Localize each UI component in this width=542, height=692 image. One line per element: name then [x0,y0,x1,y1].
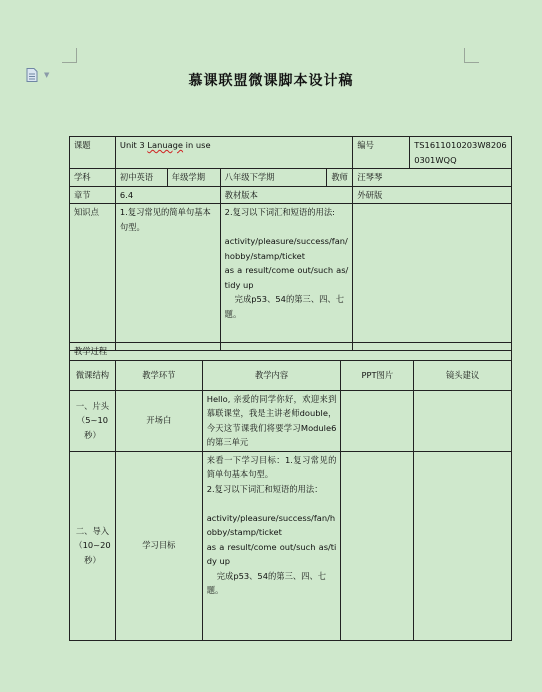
grade-value: 八年级下学期 [220,169,327,187]
page-title: 慕课联盟微课脚本设计稿 [188,73,354,89]
table-row [70,451,512,640]
process-table [69,342,512,641]
header-camera: 镜头建议 [414,360,512,390]
chevron-down-icon[interactable]: ▼ [44,71,50,79]
info-table [69,136,512,351]
row2-structure: 二、导入 （10~20秒） [70,451,116,640]
edition-value: 外研版 [353,186,512,204]
subject-value: 初中英语 [115,169,167,187]
code-value: TS1611010203W82060301WQQ [410,137,512,169]
row2-content: 来看一下学习目标：1.复习常见的简单句基本句型。 2.复习以下词汇和短语的用法： activity/pleasure/success/fan/hobby/stamp/ticket as a result/come out/such as/tidy up 完成p53、54的第三、四、七题。 [202,451,341,640]
header-structure: 微课结构 [70,360,116,390]
chapter-value: 6.4 [115,186,220,204]
section-label: 教学过程 [70,343,512,361]
subject-label: 学科 [70,169,116,187]
teacher-label: 教师 [327,169,353,187]
header-content: 教学内容 [202,360,341,390]
header-stage: 教学环节 [115,360,202,390]
teacher-value: 汪琴琴 [353,169,512,187]
spellcheck-underline: Lanuage [147,140,184,150]
row2-ppt [341,451,414,640]
row1-ppt [341,390,414,451]
page-margin-corner-top-right [464,48,479,63]
knowledge-point-col2: 2.复习以下词汇和短语的用法: activity/pleasure/success/fan/hobby/stamp/ticket as a result/come out/such as/tidy up 完成p53、54的第三、四、七题。 [220,204,353,351]
page-margin-corner-top-left [62,48,77,63]
chapter-label: 章节 [70,186,116,204]
topic-value: Unit 3 Lanuage in use [115,137,352,169]
knowledge-point-label: 知识点 [70,204,116,351]
knowledge-point-col1: 1.复习常见的简单句基本句型。 [115,204,220,351]
row2-stage: 学习目标 [115,451,202,640]
code-label: 编号 [353,137,410,169]
row1-camera [414,390,512,451]
row1-structure: 一、片头 （5~10秒） [70,390,116,451]
grade-label: 年级学期 [167,169,220,187]
topic-label: 课题 [70,137,116,169]
header-ppt: PPT图片 [341,360,414,390]
row1-stage: 开场白 [115,390,202,451]
table-row [70,390,512,451]
row1-content: Hello, 亲爱的同学你好，欢迎来到慕联课堂，我是主讲老师double，今天这节课我们将要学习Module6的第三单元 [202,390,341,451]
knowledge-point-blank [353,204,512,351]
edition-label: 教材版本 [220,186,353,204]
row2-camera [414,451,512,640]
